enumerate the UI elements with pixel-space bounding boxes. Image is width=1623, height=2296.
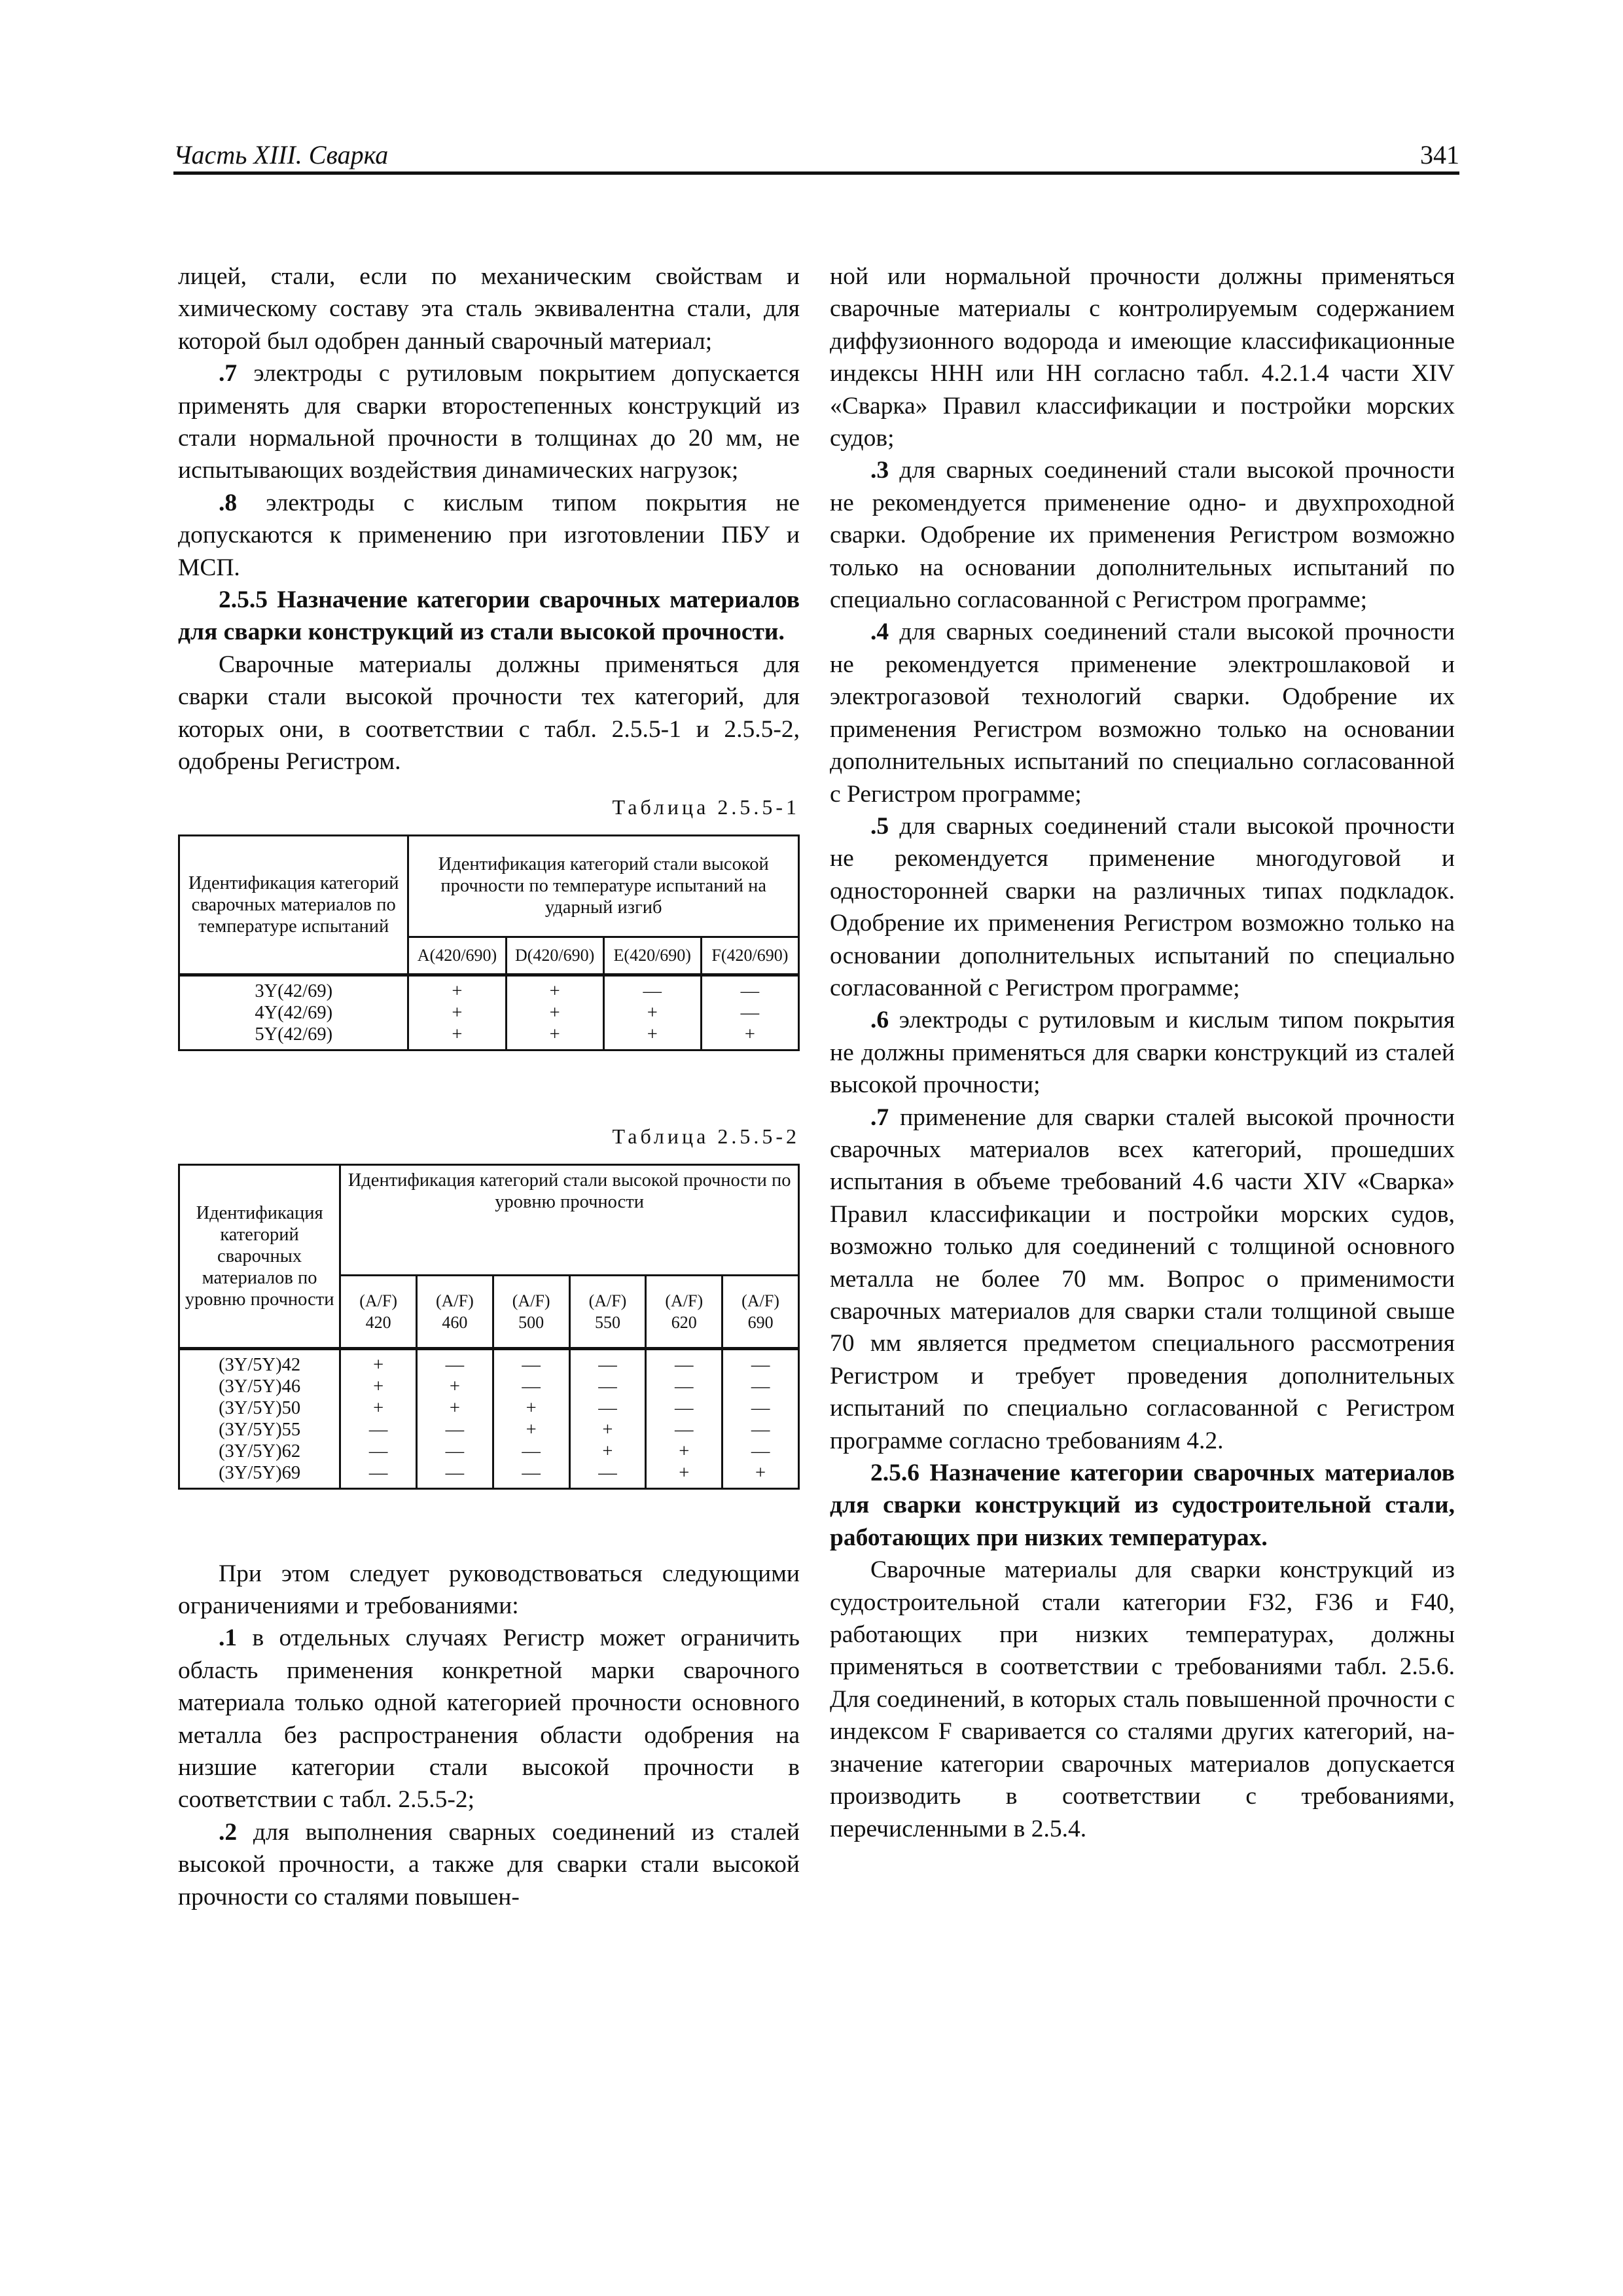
table-cell: + [646,1441,722,1462]
item-number: .6 [870,1007,889,1034]
table-row [179,1397,799,1419]
paragraph: Сварочные материалы должны применяться для сварки стали высокой прочности тех категорий, для которых они, в соответствии с табл. 2.5.5-1 и 2.5.5-2, одобрены Регистром. [178,651,800,776]
paragraph: лицей, стали, если по механическим свойствам и химическому составу эта сталь эквивалентна стали, для которой был одобрен данный сварочный материал; [178,263,800,355]
row-label-cell: (3Y/5Y)46 [179,1376,340,1397]
row-label-cell: (3Y/5Y)55 [179,1419,340,1441]
running-title: Часть XIII. Сварка [173,140,389,170]
table-subheader-cell: E(420/690) [603,937,701,975]
page-number: 341 [1420,140,1459,170]
table-subheader-cell [722,1275,799,1348]
table-header-cell: Идентификация категорий сварочных материалов по температуре испытаний [179,835,408,975]
table-cell: + [408,1024,506,1050]
table-row [179,975,799,1002]
row-label-cell: (3Y/5Y)62 [179,1441,340,1462]
list-item-7 [178,357,800,487]
table-cell: + [569,1419,646,1441]
item-number: .1 [219,1624,238,1652]
table-cell: — [569,1376,646,1397]
item-number: .3 [870,457,889,484]
table-cell: — [646,1376,722,1397]
table-cell: + [417,1397,493,1419]
table-row [179,1002,799,1024]
table-subheader-cell [417,1275,493,1348]
item-text: электроды с кислым типом покрытия не допускаются к применению при изготовлении ПБУ и МСП. [178,489,800,581]
item-text: для сварных соединений стали высокой прочности не рекомендуется применение электрошлаковой и электрогазовой технологий сварки. Одобрение их применения Регистром возможно только на основании дополнительных испытаний по специально согласованной с Регистром программе; [830,619,1455,808]
subheader-top: (A/F) [741,1291,779,1310]
table-cell: + [722,1462,799,1489]
table-cell: + [569,1441,646,1462]
table-group-header: Идентификация категорий стали высокой прочности по уровню прочности [340,1164,799,1275]
item-text: электроды с рутиловым и кислым типом покрытия не должны применяться для сварки конструкций из сталей высокой прочности; [830,1007,1455,1099]
item-number: .7 [870,1103,889,1131]
item-number: .4 [870,619,889,646]
table-cell: + [646,1462,722,1489]
table-cell: — [493,1462,569,1489]
paragraph: При этом следует руководствоваться следующими ограничениями и требованиями: [178,1560,800,1619]
item-number: .5 [870,812,889,840]
table-cell: — [603,975,701,1002]
table-cell: — [340,1441,417,1462]
table-cell: + [408,975,506,1002]
table-cell: — [569,1462,646,1489]
table-row [179,1348,799,1376]
table-cell: — [646,1397,722,1419]
list-item-5 [830,810,1455,1004]
table-row [179,1024,799,1050]
table-row [179,1376,799,1397]
item-number: .2 [219,1818,238,1846]
table-cell: + [408,1002,506,1024]
row-label-cell: 3Y(42/69) [179,975,408,1002]
table-cell: — [340,1462,417,1489]
table-subheader-cell: D(420/690) [506,937,603,975]
table-cell: — [722,1376,799,1397]
subheader-bottom: 500 [518,1312,544,1332]
table-cell: — [493,1441,569,1462]
row-label-cell: 4Y(42/69) [179,1002,408,1024]
table-cell: — [701,1002,798,1024]
table-cell: + [340,1376,417,1397]
table-subheader-cell [646,1275,722,1348]
table-cell: — [701,975,798,1002]
table-cell: — [646,1419,722,1441]
table-cell: — [722,1397,799,1419]
table-2-5-5-1 [178,834,800,1051]
table-cell: — [722,1441,799,1462]
table-cell: — [493,1348,569,1376]
table-cell: — [722,1419,799,1441]
item-text: электроды с рутиловым покрытием допускается применять для сварки второстепенных конструкций из стали нормальной прочности в толщинах до 20 мм, не испытывающих воздействия динамических нагрузок; [178,360,800,484]
subheader-top: (A/F) [512,1291,550,1310]
running-header [173,139,1459,175]
left-column [178,260,800,1913]
item-text: для сварных соединений стали высокой прочности не рекомендуется применение одно- и двухпроходной сварки. Одобрение их применения Регистром возможно только на основании дополнительных испытаний по специально согласованной с Регистром программе; [830,457,1455,614]
table-group-header: Идентификация категорий стали высокой прочности по температуре испытаний на ударный изгиб [408,835,799,937]
table-cell: — [722,1348,799,1376]
subheader-top: (A/F) [665,1291,704,1310]
row-label-cell: (3Y/5Y)69 [179,1462,340,1489]
row-label-cell: (3Y/5Y)42 [179,1348,340,1376]
list-item-6 [830,1004,1455,1101]
item-text: для выполнения сварных соединений из сталей высокой прочности, а также для сварки стали высокой прочности со сталями повышен- [178,1818,800,1910]
list-item-1 [178,1622,800,1816]
table-cell: — [417,1348,493,1376]
table-cell: — [417,1462,493,1489]
table-cell: + [701,1024,798,1050]
table-subheader-cell: F(420/690) [701,937,798,975]
table-header-cell: Идентификация категорий сварочных материалов по уровню прочности [179,1164,340,1348]
table-cell: — [646,1348,722,1376]
list-item-7 [830,1102,1455,1457]
item-text: в отдельных случаях Регистр может ограничить область применения конкретной марки сварочного материала только одной категорией прочности основного металла без распространения области одобрения на низшие категории стали высокой прочности в соответствии с табл. 2.5.5-2; [178,1624,800,1814]
table-cell: + [340,1397,417,1419]
section-heading-2-5-5: 2.5.5 Назначение категории сварочных материалов для сварки конструкций из стали высокой прочности. [178,586,800,646]
table-cell: — [569,1397,646,1419]
table-cell: + [506,1024,603,1050]
table-2-5-5-2 [178,1164,800,1490]
table-row [179,1441,799,1462]
table-cell: + [493,1419,569,1441]
subheader-bottom: 420 [365,1312,391,1332]
row-label-cell: (3Y/5Y)50 [179,1397,340,1419]
table-cell: + [506,975,603,1002]
table-cell: — [493,1376,569,1397]
table-subheader-cell [340,1275,417,1348]
table-cell: — [569,1348,646,1376]
subheader-bottom: 690 [747,1312,774,1332]
table-cell: + [603,1024,701,1050]
table-cell: + [506,1002,603,1024]
table-subheader-cell: A(420/690) [408,937,506,975]
section-heading-2-5-6: 2.5.6 Назначение категории сварочных материалов для сварки конструкций из судостроительной стали, работающих при низких температурах. [830,1460,1455,1551]
table-caption: Таблица 2.5.5-2 [612,1124,800,1148]
row-label-cell: 5Y(42/69) [179,1024,408,1050]
right-column [830,260,1455,1845]
list-item-4 [830,616,1455,810]
table-cell: — [417,1441,493,1462]
table-cell: + [493,1397,569,1419]
table-cell: + [603,1002,701,1024]
subheader-bottom: 620 [671,1312,697,1332]
subheader-bottom: 460 [442,1312,468,1332]
table-cell: — [340,1419,417,1441]
subheader-top: (A/F) [359,1291,397,1310]
subheader-top: (A/F) [436,1291,474,1310]
table-row [179,1462,799,1489]
item-number: .8 [219,489,238,516]
paragraph: Сварочные материалы для сварки конструкций из судостроительной стали категории F32, F36 и F40, работающих при низких температурах, должны применяться в соответствии с требованиями табл. 2.5.6. Для соединений, в которых сталь повышенной прочности с индексом F сваривается со сталями других категорий, назначение категории сварочных материалов допускается производить в соответствии с требованиями, перечисленными в 2.5.4. [830,1556,1455,1842]
item-text: применение для сварки сталей высокой прочности сварочных материалов всех категорий, прошедших испытания в объеме требований 4.6 части XIV «Сварка» Правил классификации и постройки морских судов, возможно только для соединений с толщиной основного металла не более 70 мм. Вопрос о применимости сварочных материалов для сварки стали толщиной свыше 70 мм является предметом специального рассмотрения Регистром и требует проведения дополнительных испытаний по специально согласованной с Регистром программе согласно требованиям 4.2. [830,1103,1455,1454]
subheader-top: (A/F) [588,1291,627,1310]
table-row [179,1419,799,1441]
item-number: .7 [219,360,238,387]
table-cell: + [417,1376,493,1397]
table-cell: — [417,1419,493,1441]
table-cell: + [340,1348,417,1376]
paragraph: ной или нормальной прочности должны применяться сварочные материалы с контролируемым содержанием диффузионного водорода и имеющие классификационные индексы ННН или НН согласно табл. 4.2.1.4 части XIV «Сварка» Правил классификации и постройки морских судов; [830,263,1455,452]
list-item-8 [178,487,800,584]
table-caption: Таблица 2.5.5-1 [612,795,800,819]
list-item-3 [830,454,1455,616]
subheader-bottom: 550 [594,1312,620,1332]
table-subheader-cell [493,1275,569,1348]
item-text: для сварных соединений стали высокой прочности не рекомендуется применение многодуговой и односторонней сварки на различных типах подкладок. Одобрение их применения Регистром возможно только на основании дополнительных испытаний по специально согласованной с Регистром программе; [830,812,1455,1001]
table-subheader-cell [569,1275,646,1348]
list-item-2 [178,1816,800,1913]
